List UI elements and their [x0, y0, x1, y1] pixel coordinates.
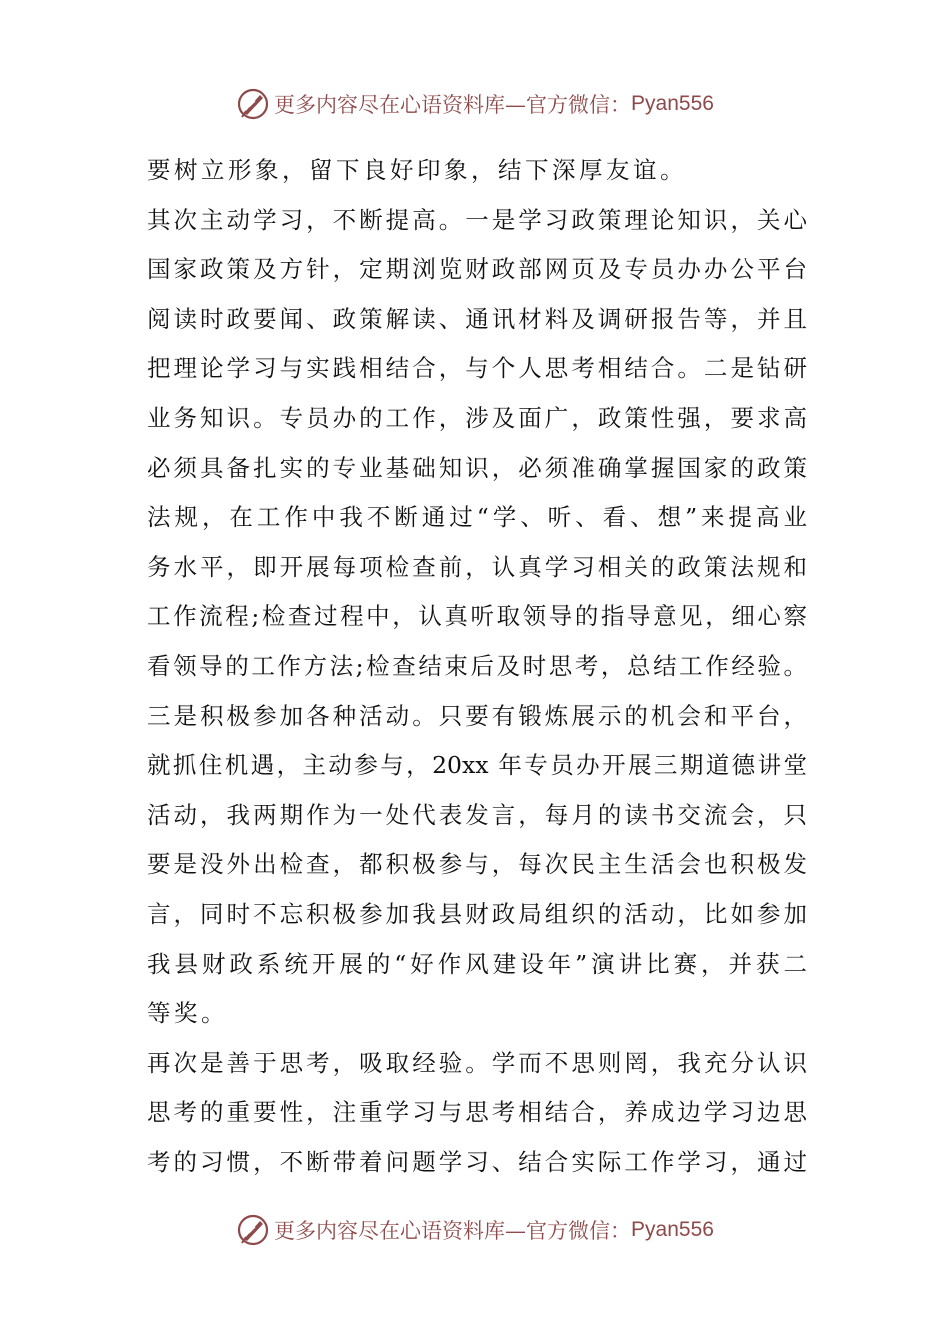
header-text: 更多内容尽在心语资料库—官方微信： — [274, 93, 632, 117]
header-banner — [0, 84, 950, 124]
body-line: 就抓住机遇，主动参与，20xx 年专员办开展三期道德讲堂 — [147, 751, 807, 780]
body-line: 阅读时政要闻、政策解读、通讯材料及调研报告等，并且 — [147, 304, 807, 333]
body-line: 必须具备扎实的专业基础知识，必须准确掌握国家的政策 — [147, 453, 807, 482]
body-line: 三是积极参加各种活动。只要有锻炼展示的机会和平台， — [147, 701, 807, 730]
body-line: 等奖。 — [147, 999, 228, 1028]
body-line: 活动，我两期作为一处代表发言，每月的读书交流会，只 — [147, 800, 807, 829]
body-line: 要是没外出检查，都积极参与，每次民主生活会也积极发 — [147, 850, 807, 879]
body-line: 务水平，即开展每项检查前，认真学习相关的政策法规和 — [147, 552, 807, 581]
body-line: 看领导的工作方法;检查结束后及时思考，总结工作经验。 — [147, 651, 807, 680]
quill-pen-logo-icon — [236, 1213, 270, 1247]
body-line: 把理论学习与实践相结合，与个人思考相结合。二是钻研 — [147, 354, 807, 383]
body-line: 思考的重要性，注重学习与思考相结合，养成边学习边思 — [147, 1098, 807, 1127]
body-line: 言，同时不忘积极参加我县财政局组织的活动，比如参加 — [147, 899, 807, 928]
footer-banner — [0, 1210, 950, 1250]
header-wechat-id: Pyan556 — [631, 92, 714, 115]
body-text — [147, 146, 807, 1187]
body-line: 再次是善于思考，吸取经验。学而不思则罔，我充分认识 — [147, 1048, 807, 1077]
body-line: 国家政策及方针，定期浏览财政部网页及专员办办公平台 — [147, 255, 807, 284]
body-line: 我县财政系统开展的“好作风建设年”演讲比赛，并获二 — [147, 949, 807, 978]
body-line: 要树立形象，留下良好印象，结下深厚友谊。 — [147, 156, 687, 184]
footer-wechat-id: Pyan556 — [631, 1218, 714, 1241]
quill-pen-logo-icon — [236, 87, 270, 121]
footer-text: 更多内容尽在心语资料库—官方微信： — [274, 1219, 632, 1243]
body-line: 业务知识。专员办的工作，涉及面广，政策性强，要求高 — [147, 403, 807, 432]
body-line: 法规，在工作中我不断通过“学、听、看、想”来提高业 — [147, 503, 807, 532]
body-line: 其次主动学习，不断提高。一是学习政策理论知识，关心 — [147, 205, 807, 234]
body-line: 工作流程;检查过程中，认真听取领导的指导意见，细心察 — [147, 602, 807, 631]
body-line: 考的习惯，不断带着问题学习、结合实际工作学习，通过 — [147, 1147, 807, 1176]
